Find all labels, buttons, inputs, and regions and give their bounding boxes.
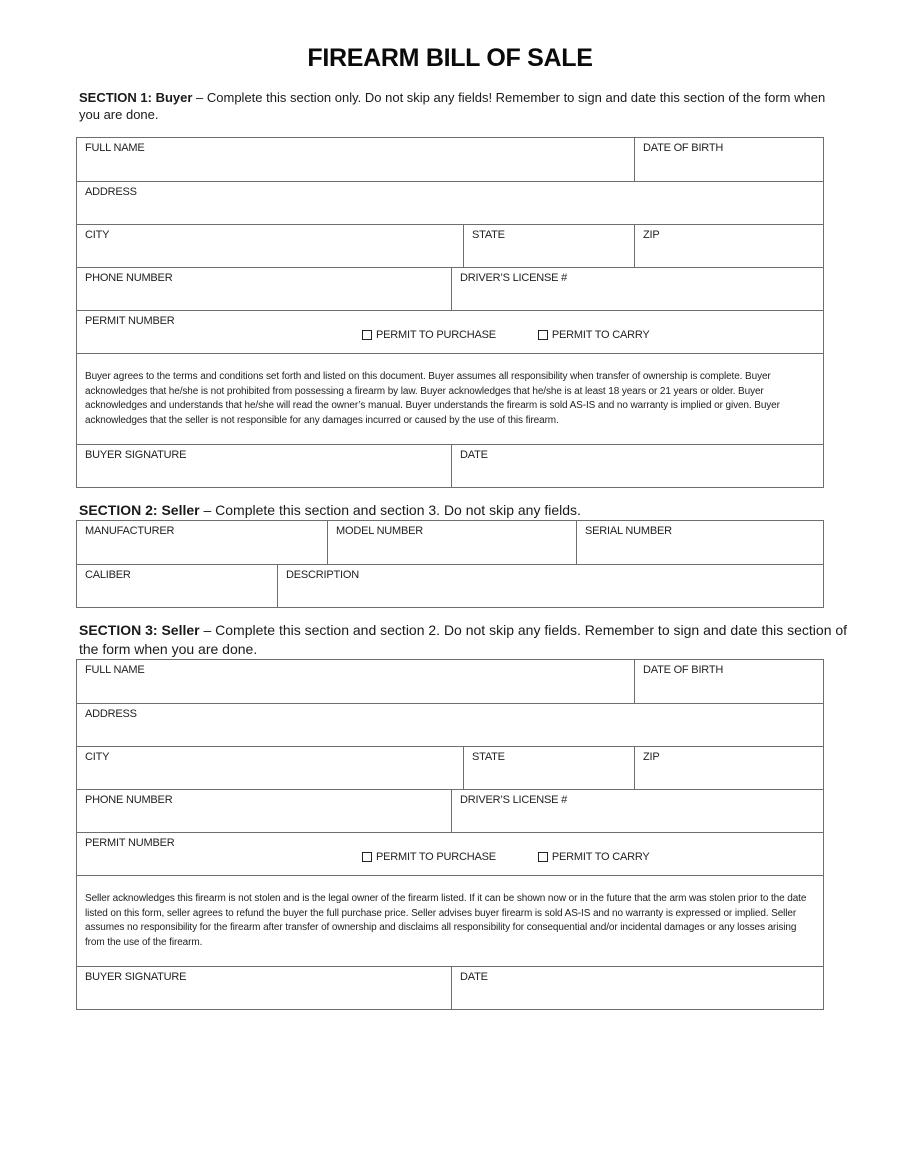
- buyer-license-input[interactable]: [456, 287, 819, 307]
- buyer-full-name-cell[interactable]: [77, 138, 634, 181]
- buyer-permit-to-purchase-checkbox[interactable]: [362, 329, 496, 341]
- seller-permit-cell: [77, 833, 823, 875]
- seller-date-cell[interactable]: [451, 967, 823, 1009]
- seller-full-name-label: FULL NAME: [85, 664, 145, 676]
- seller-phone-label: PHONE NUMBER: [85, 794, 173, 806]
- firearm-row-1: [77, 521, 823, 564]
- buyer-signature-cell[interactable]: [77, 445, 451, 487]
- seller-state-input[interactable]: [468, 766, 630, 786]
- buyer-date-label: DATE: [460, 449, 488, 461]
- seller-phone-input[interactable]: [81, 809, 447, 829]
- buyer-address-cell[interactable]: [77, 182, 823, 224]
- description-label: DESCRIPTION: [286, 569, 359, 581]
- model-number-label: MODEL NUMBER: [336, 525, 424, 537]
- document-title: FIREARM BILL OF SALE: [307, 44, 593, 72]
- buyer-row-signature: [77, 444, 823, 487]
- buyer-license-label: DRIVER’S LICENSE #: [460, 272, 568, 284]
- buyer-form-table: [76, 137, 824, 488]
- model-number-cell[interactable]: [327, 521, 576, 564]
- seller-license-label: DRIVER’S LICENSE #: [460, 794, 568, 806]
- seller-address-input[interactable]: [81, 723, 819, 743]
- seller-zip-input[interactable]: [639, 766, 819, 786]
- checkbox-icon[interactable]: [362, 330, 372, 340]
- section2-heading-bold: SECTION 2: Seller: [79, 502, 200, 518]
- buyer-dob-input[interactable]: [639, 158, 819, 178]
- seller-row-permit: [77, 832, 823, 875]
- caliber-label: CALIBER: [85, 569, 131, 581]
- seller-address-cell[interactable]: [77, 704, 823, 746]
- buyer-date-cell[interactable]: [451, 445, 823, 487]
- seller-zip-label: ZIP: [643, 751, 660, 763]
- seller-permit-to-purchase-label: PERMIT TO PURCHASE: [376, 851, 496, 863]
- seller-city-label: CITY: [85, 751, 110, 763]
- description-cell[interactable]: [277, 565, 823, 607]
- seller-license-cell[interactable]: [451, 790, 823, 832]
- seller-city-cell[interactable]: [77, 747, 463, 789]
- manufacturer-cell[interactable]: [77, 521, 327, 564]
- buyer-full-name-input[interactable]: [81, 158, 630, 178]
- buyer-row-permit: [77, 310, 823, 353]
- caliber-cell[interactable]: [77, 565, 277, 607]
- seller-form-table: [76, 659, 824, 1010]
- seller-full-name-input[interactable]: [81, 680, 630, 700]
- buyer-city-cell[interactable]: [77, 225, 463, 267]
- buyer-state-cell[interactable]: [463, 225, 634, 267]
- firearm-form-table: [76, 520, 824, 608]
- buyer-date-input[interactable]: [456, 464, 819, 484]
- seller-state-label: STATE: [472, 751, 505, 763]
- section2-heading: [79, 501, 849, 520]
- manufacturer-label: MANUFACTURER: [85, 525, 175, 537]
- seller-signature-label: BUYER SIGNATURE: [85, 971, 187, 983]
- firearm-row-2: [77, 564, 823, 607]
- buyer-address-label: ADDRESS: [85, 186, 137, 198]
- seller-row-address: [77, 703, 823, 746]
- checkbox-icon[interactable]: [362, 852, 372, 862]
- section3-heading: [79, 621, 849, 659]
- buyer-permit-type-group: [362, 329, 650, 341]
- seller-permit-to-carry-checkbox[interactable]: [538, 851, 650, 863]
- manufacturer-input[interactable]: [81, 541, 323, 561]
- checkbox-icon[interactable]: [538, 330, 548, 340]
- buyer-zip-cell[interactable]: [634, 225, 823, 267]
- buyer-row-address: [77, 181, 823, 224]
- buyer-terms-text: Buyer agrees to the terms and conditions set forth and listed on this document. Buyer assumes all responsibility when transfer of ownership is complete. Buyer acknowledges that he/she is not prohibited from possessing a firearm by law. Buyer acknowledges that he/she is at least 18 years or 21 years or older. Buyer acknowledges and understands that he/she will read the owner’s manual. Buyer understands the firearm is sold AS-IS and no warranty is implied or given. Buyer acknowledges that the seller is not responsible for any damages incurred or caused by the use of this firearm.: [85, 371, 780, 426]
- seller-terms-text: Seller acknowledges this firearm is not stolen and is the legal owner of the firearm listed. If it can be shown now or in the future that the arm was stolen prior to the date listed on this form, seller agrees to refund the buyer the full purchase price. Seller advises buyer firearm is sold AS-IS and no warranty is expressed or implied. Seller assumes no responsibility for the firearm after transfer of ownership and disclaims all responsibility for consequential and/or incidental damages or any losses arising from the use of the firearm.: [85, 893, 807, 948]
- seller-row-city: [77, 746, 823, 789]
- buyer-signature-label: BUYER SIGNATURE: [85, 449, 187, 461]
- seller-signature-input[interactable]: [81, 986, 447, 1006]
- seller-city-input[interactable]: [81, 766, 459, 786]
- seller-row-phone: [77, 789, 823, 832]
- buyer-phone-input[interactable]: [81, 287, 447, 307]
- seller-row-name: [77, 660, 823, 703]
- buyer-city-input[interactable]: [81, 244, 459, 264]
- model-number-input[interactable]: [332, 541, 572, 561]
- seller-row-signature: [77, 966, 823, 1009]
- buyer-phone-label: PHONE NUMBER: [85, 272, 173, 284]
- serial-number-label: SERIAL NUMBER: [585, 525, 672, 537]
- seller-address-label: ADDRESS: [85, 708, 137, 720]
- buyer-dob-cell[interactable]: [634, 138, 823, 181]
- buyer-row-phone: [77, 267, 823, 310]
- seller-dob-label: DATE OF BIRTH: [643, 664, 724, 676]
- buyer-city-label: CITY: [85, 229, 110, 241]
- section1-heading-text: – Complete this section only. Do not skip any fields! Remember to sign and date this section of the form when you are done.: [79, 90, 826, 122]
- buyer-state-label: STATE: [472, 229, 505, 241]
- buyer-zip-label: ZIP: [643, 229, 660, 241]
- buyer-zip-input[interactable]: [639, 244, 819, 264]
- buyer-permit-to-carry-checkbox[interactable]: [538, 329, 650, 341]
- seller-full-name-cell[interactable]: [77, 660, 634, 703]
- section1-heading-bold: SECTION 1: Buyer: [79, 90, 193, 105]
- buyer-permit-label: PERMIT NUMBER: [85, 315, 175, 327]
- buyer-signature-input[interactable]: [81, 464, 447, 484]
- seller-permit-to-purchase-checkbox[interactable]: [362, 851, 496, 863]
- seller-permit-label: PERMIT NUMBER: [85, 837, 175, 849]
- seller-dob-input[interactable]: [639, 680, 819, 700]
- buyer-license-cell[interactable]: [451, 268, 823, 310]
- buyer-permit-to-purchase-label: PERMIT TO PURCHASE: [376, 329, 496, 341]
- seller-row-terms: [77, 875, 823, 966]
- buyer-row-name: [77, 138, 823, 181]
- seller-permit-type-group: [362, 851, 650, 863]
- buyer-state-input[interactable]: [468, 244, 630, 264]
- buyer-full-name-label: FULL NAME: [85, 142, 145, 154]
- description-input[interactable]: [282, 584, 819, 604]
- buyer-phone-cell[interactable]: [77, 268, 451, 310]
- serial-number-input[interactable]: [581, 541, 819, 561]
- buyer-dob-label: DATE OF BIRTH: [643, 142, 724, 154]
- seller-zip-cell[interactable]: [634, 747, 823, 789]
- section3-heading-bold: SECTION 3: Seller: [79, 622, 200, 638]
- buyer-address-input[interactable]: [81, 201, 819, 221]
- checkbox-icon[interactable]: [538, 852, 548, 862]
- caliber-input[interactable]: [81, 584, 273, 604]
- serial-number-cell[interactable]: [576, 521, 823, 564]
- seller-permit-to-carry-label: PERMIT TO CARRY: [551, 851, 650, 863]
- seller-phone-cell[interactable]: [77, 790, 451, 832]
- seller-date-input[interactable]: [456, 986, 819, 1006]
- section2-heading-text: – Complete this section and section 3. Do not skip any fields.: [199, 502, 581, 518]
- buyer-permit-cell: [77, 311, 823, 353]
- seller-license-input[interactable]: [456, 809, 819, 829]
- buyer-row-terms: [77, 353, 823, 444]
- section3-heading-text: – Complete this section and section 2. Do not skip any fields. Remember to sign and date this section of the form when you are done.: [79, 622, 848, 657]
- seller-dob-cell[interactable]: [634, 660, 823, 703]
- section1-heading: [79, 89, 849, 123]
- seller-signature-cell[interactable]: [77, 967, 451, 1009]
- seller-date-label: DATE: [460, 971, 488, 983]
- seller-state-cell[interactable]: [463, 747, 634, 789]
- buyer-permit-to-carry-label: PERMIT TO CARRY: [551, 329, 650, 341]
- buyer-row-city: [77, 224, 823, 267]
